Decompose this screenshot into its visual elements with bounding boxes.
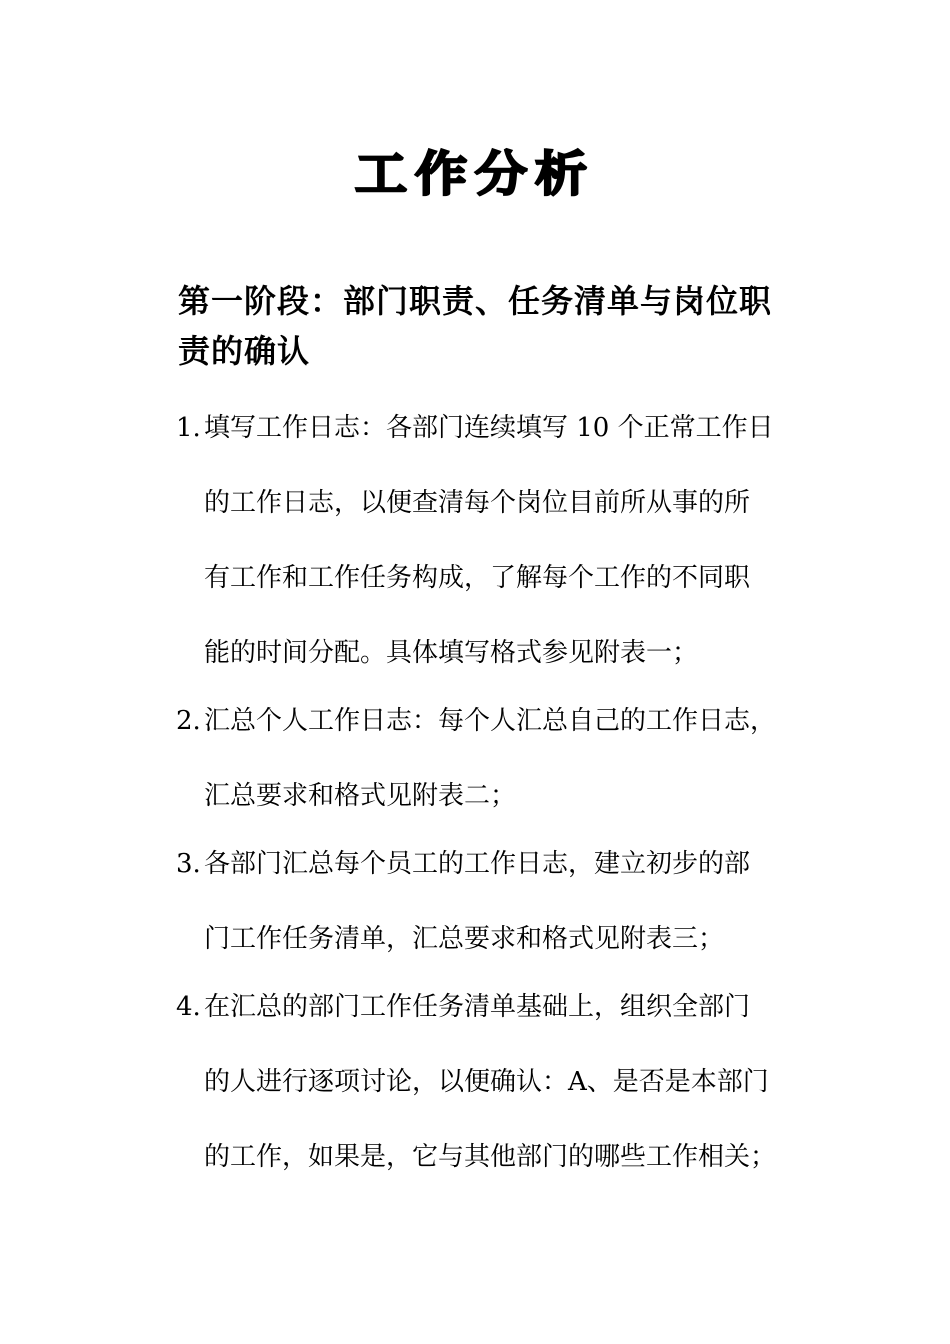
step-number: 1. xyxy=(176,413,201,443)
section-heading xyxy=(178,276,818,376)
list-item xyxy=(176,703,836,815)
step-text-line: 的人进行逐项讨论，以便确认：A、是否是本部门 xyxy=(204,1067,769,1097)
step-text-line: 各部门汇总每个员工的工作日志，建立初步的部 xyxy=(204,849,751,879)
step-text-line: 填写工作日志：各部门连续填写 10 个正常工作日 xyxy=(204,413,774,443)
step-text-line: 能的时间分配。具体填写格式参见附表一； xyxy=(204,638,699,668)
step-text-line: 在汇总的部门工作任务清单基础上，组织全部门 xyxy=(204,992,751,1022)
step-text-line: 的工作，如果是，它与其他部门的哪些工作相关； xyxy=(204,1142,777,1172)
step-text-line: 汇总个人工作日志：每个人汇总自己的工作日志， xyxy=(204,706,777,736)
section-heading-line: 责的确认 xyxy=(178,332,311,370)
step-text-line: 汇总要求和格式见附表二； xyxy=(204,781,517,811)
list-item xyxy=(176,846,836,958)
step-number: 4. xyxy=(176,992,201,1022)
section-heading-line: 第一阶段：部门职责、任务清单与岗位职 xyxy=(178,282,773,320)
step-text-line: 门工作任务清单，汇总要求和格式见附表三； xyxy=(204,924,725,954)
list-item xyxy=(176,989,836,1176)
steps-list xyxy=(176,410,836,1176)
step-text-line: 有工作和工作任务构成，了解每个工作的不同职 xyxy=(204,563,751,593)
step-number: 2. xyxy=(176,706,201,736)
list-item xyxy=(176,410,836,672)
document-title: 工作分析 xyxy=(354,147,595,203)
step-text-line: 的工作日志，以便查清每个岗位目前所从事的所 xyxy=(204,488,751,518)
step-number: 3. xyxy=(176,849,201,879)
